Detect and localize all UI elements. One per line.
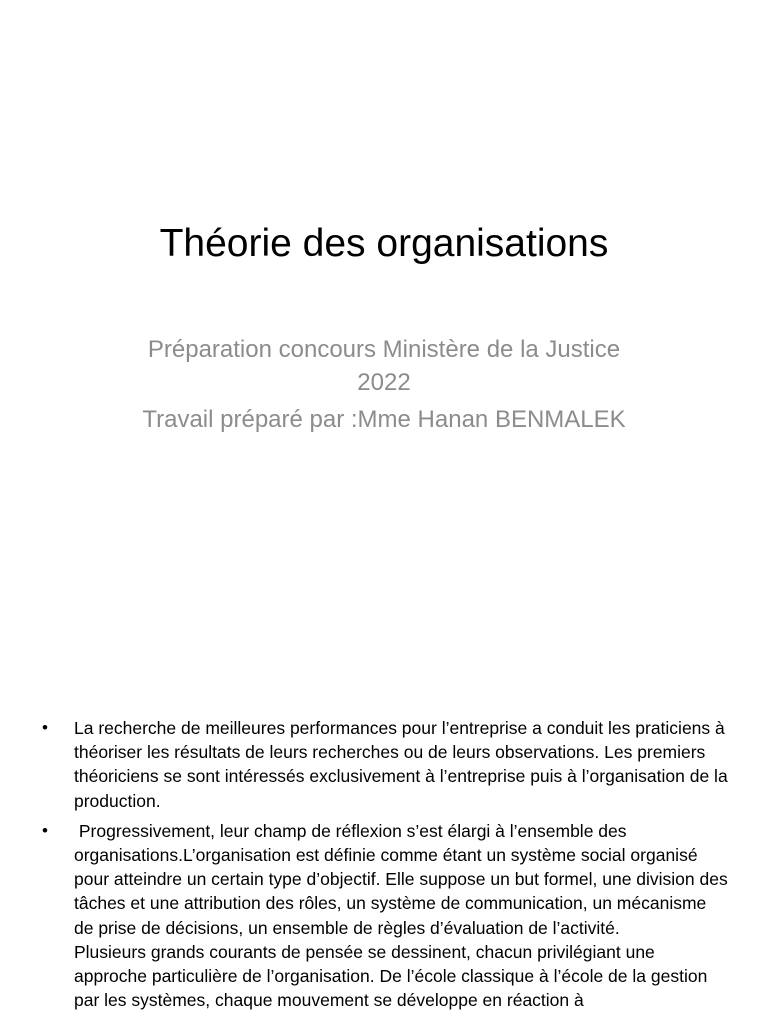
bullet-icon: • <box>42 820 48 840</box>
subtitle-line-3: Travail préparé par :Mme Hanan BENMALEK <box>142 406 626 433</box>
bullet-text-continued: Plusieurs grands courants de pensée se dessinent, chacun privilégiant une approche particulière de l’organisation. De l’école classique à l’école de la gestion par les systèmes, chaque mouvement se développe en réaction à <box>74 941 708 1011</box>
slide-title: Théorie des organisations <box>159 222 609 265</box>
slide-subtitle <box>84 333 684 436</box>
bullet-text: Progressivement, leur champ de réflexion s’est élargi à l’ensemble des organisations.L’organisation est définie comme étant un système social organisé pour atteindre un certain type d’objectif. Elle suppose un but formel, une division des tâches et une attribution des rôles, un système de communication, un mécanisme de prise de décisions, un ensemble de règles d’évaluation de l’activité. <box>74 820 733 938</box>
subtitle-line-1: Préparation concours Ministère de la Justice <box>147 336 621 363</box>
content-slide <box>0 576 768 1024</box>
subtitle-line-2: 2022 <box>357 369 411 396</box>
bullet-list <box>40 716 733 1018</box>
bullet-item-2 <box>40 819 733 1013</box>
bullet-item-1 <box>40 716 730 813</box>
bullet-icon: • <box>42 718 48 737</box>
bullet-text: La recherche de meilleures performances pour l’entreprise a conduit les praticiens à théoriser les résultats de leurs recherches ou de leurs observations. Les premiers théoriciens se sont intéressés exclusivement à l’entreprise puis à l’organisation de la production. <box>74 718 728 811</box>
